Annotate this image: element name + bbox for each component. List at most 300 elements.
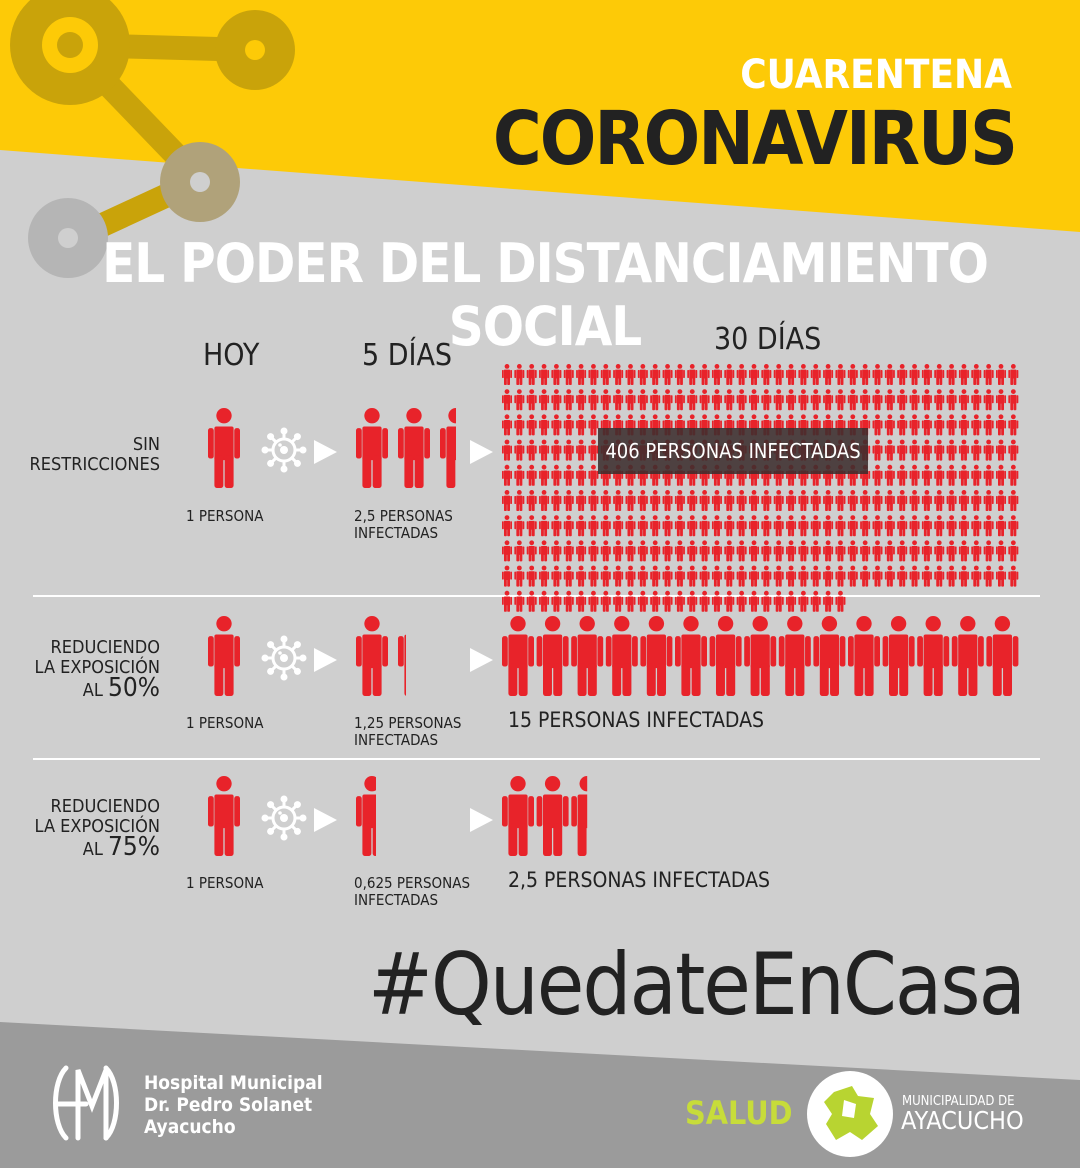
person-icon [502,591,512,612]
person-icon [539,490,549,511]
person-icon [910,465,920,486]
caption-today-row3: 1 PERSONA [186,874,264,892]
person-icon [650,566,660,587]
person-icon [539,515,549,536]
person-icon [934,364,944,385]
person-icon [811,566,821,587]
person-icon [514,364,524,385]
person-icon [885,389,895,410]
person-icon [860,389,870,410]
play-arrow-icon [314,648,337,672]
person-icon [823,490,833,511]
person-icon [613,515,623,536]
person-icon [761,566,771,587]
person-icon [601,490,611,511]
person-icon [885,540,895,561]
person-icon [897,389,907,410]
person-icon [514,515,524,536]
person-icon [984,389,994,410]
person-icon [687,364,697,385]
person-icon [626,490,636,511]
person-icon [1008,490,1018,511]
person-icon [675,566,685,587]
person-icon [700,566,710,587]
person-icon [1008,465,1018,486]
person-icon [675,490,685,511]
person-icon [897,414,907,435]
person-icon [527,465,537,486]
person-icon [786,566,796,587]
person-icon [897,440,907,461]
person-icon [811,389,821,410]
person-icon [798,490,808,511]
person-icon [687,389,697,410]
person-icon [638,515,648,536]
person-icon [356,616,388,696]
person-icon [564,540,574,561]
person-icon [208,616,240,696]
person-icon [952,616,984,696]
person-icon [551,389,561,410]
person-icon [947,465,957,486]
person-icon [576,465,586,486]
person-icon [700,389,710,410]
person-icon [675,364,685,385]
person-icon [885,515,895,536]
person-icon [996,465,1006,486]
person-icon [947,490,957,511]
person-icon [984,566,994,587]
person-icon [959,465,969,486]
person-icon [848,364,858,385]
person-icon [996,515,1006,536]
person-icon [761,389,771,410]
label-prefix: AL [82,680,103,701]
person-icon [761,515,771,536]
person-icon [700,515,710,536]
person-icon [576,566,586,587]
person-icon [588,465,598,486]
person-icon [551,515,561,536]
person-icon [724,389,734,410]
person-icon [971,515,981,536]
person-icon [883,616,915,696]
person-icon [724,490,734,511]
person-icon [551,490,561,511]
person-icon [712,364,722,385]
person-icon [897,515,907,536]
person-icon [761,490,771,511]
person-icon [823,566,833,587]
person-icon [663,364,673,385]
person-icon [650,591,660,612]
person-icon [910,540,920,561]
person-icon [922,566,932,587]
person-icon [576,515,586,536]
label-prefix: AL [82,839,103,860]
person-icon [835,490,845,511]
person-icon [910,566,920,587]
person-icon [626,364,636,385]
person-icon [749,591,759,612]
person-icon [663,389,673,410]
person-icon [873,440,883,461]
person-icon [712,389,722,410]
person-icon [798,540,808,561]
person-icon [996,566,1006,587]
person-icon [638,364,648,385]
person-icon [1008,515,1018,536]
person-icon [502,776,534,856]
person-icon [551,414,561,435]
person-icon [934,440,944,461]
person-icon [873,540,883,561]
person-icon [551,465,561,486]
person-icon [208,408,240,488]
person-icon [675,616,707,696]
person-icon [502,414,512,435]
person-icon [910,364,920,385]
person-icon [774,566,784,587]
person-icon [675,591,685,612]
person-icon [539,540,549,561]
person-icon [650,515,660,536]
person-icon [749,515,759,536]
person-icon [811,364,821,385]
header-title: CORONAVIRUS [492,96,1016,182]
person-icon [576,490,586,511]
person-icon [551,591,561,612]
person-icon [539,414,549,435]
person-icon [650,490,660,511]
person-icon [514,490,524,511]
person-icon [626,566,636,587]
person-icon [539,440,549,461]
person-icon [687,515,697,536]
person-icon [663,566,673,587]
person-icon [663,490,673,511]
person-icon [971,490,981,511]
virus-icon [262,428,307,473]
person-icon [564,364,574,385]
person-icon [835,515,845,536]
person-icon [959,440,969,461]
person-icon [860,490,870,511]
person-icon [502,490,512,511]
person-icon [786,364,796,385]
person-icon [835,566,845,587]
person-icon [996,414,1006,435]
person-icon [710,616,742,696]
hospital-name-line: Ayacucho [144,1116,236,1138]
person-icon [774,515,784,536]
person-icon [774,591,784,612]
person-icon [811,490,821,511]
person-icon [539,566,549,587]
person-icon [571,776,603,856]
person-icon [502,465,512,486]
person-icon [576,414,586,435]
person-icon [885,566,895,587]
person-icon [971,540,981,561]
person-icon [798,591,808,612]
person-icon [551,440,561,461]
person-icon [737,389,747,410]
person-icon [786,515,796,536]
person-icon [947,540,957,561]
person-icon [971,566,981,587]
person-icon [761,540,771,561]
person-icon [527,566,537,587]
person-icon [786,490,796,511]
municipality-label-big: AYACUCHO [901,1106,1024,1135]
column-header-today: HOY [203,338,260,373]
person-icon [848,515,858,536]
person-icon [514,566,524,587]
person-icon [613,540,623,561]
person-icon [860,515,870,536]
hashtag: #QuedateEnCasa [368,935,1024,1035]
person-icon [737,490,747,511]
salud-label: SALUD [685,1094,793,1132]
person-icon [848,566,858,587]
play-arrow-icon [314,808,337,832]
person-icon [971,440,981,461]
person-icon [835,591,845,612]
label-percent: 50% [108,673,160,703]
person-icon [527,440,537,461]
person-icon [502,616,534,696]
person-icon [897,540,907,561]
person-icon [576,364,586,385]
person-icon [398,408,430,488]
person-icon [564,490,574,511]
row-label-line: RESTRICCIONES [29,454,160,475]
person-icon [922,465,932,486]
person-icon [917,616,949,696]
person-icon [910,515,920,536]
person-icon [823,515,833,536]
caption-line: INFECTADAS [354,731,439,749]
person-icon [356,776,388,856]
person-icon [984,414,994,435]
person-icon [798,515,808,536]
person-icon [638,591,648,612]
person-icon [860,540,870,561]
person-icon [564,566,574,587]
person-icon [761,591,771,612]
person-icon [606,616,638,696]
person-icon [638,389,648,410]
person-icon [922,490,932,511]
person-icon [398,616,430,696]
person-icon [588,389,598,410]
person-icon [626,515,636,536]
person-icon [774,540,784,561]
person-icon [724,566,734,587]
person-icon [537,616,569,696]
municipality-label-small: MUNICIPALIDAD DE [902,1094,1015,1109]
person-icon [971,465,981,486]
person-icon [638,490,648,511]
person-icon [712,566,722,587]
person-icon [774,490,784,511]
person-icon [650,364,660,385]
person-icon [502,440,512,461]
person-icon [502,566,512,587]
person-icon [724,364,734,385]
person-icon [749,566,759,587]
person-icon [910,414,920,435]
person-icon [984,440,994,461]
person-icon [971,389,981,410]
person-icon [551,566,561,587]
person-icon [687,490,697,511]
person-icon [934,389,944,410]
person-icon [922,364,932,385]
person-icon [984,465,994,486]
person-icon [959,389,969,410]
person-icon [823,591,833,612]
person-icon [576,389,586,410]
column-header-30-days: 30 DÍAS [714,322,822,357]
person-icon [922,540,932,561]
person-icon [712,490,722,511]
person-icon [588,566,598,587]
person-icon [601,591,611,612]
person-icon [885,414,895,435]
person-icon [514,465,524,486]
person-icon [798,389,808,410]
person-icon [712,540,722,561]
person-icon [873,490,883,511]
person-icon [873,465,883,486]
person-icon [947,414,957,435]
person-icon [897,490,907,511]
person-icon [737,364,747,385]
person-icon [749,540,759,561]
person-icon [601,515,611,536]
person-icon [984,540,994,561]
person-icon [737,540,747,561]
person-icon [502,540,512,561]
person-icon [571,616,603,696]
person-icon [537,776,569,856]
person-icon [947,364,957,385]
person-icon [885,440,895,461]
person-icon [984,490,994,511]
person-icon [934,515,944,536]
person-icon [700,490,710,511]
caption-line: INFECTADAS [354,524,439,542]
person-icon [638,540,648,561]
person-icon [700,540,710,561]
person-icon [527,364,537,385]
person-icon [663,515,673,536]
person-icon [848,490,858,511]
person-icon [576,440,586,461]
person-icon [744,616,776,696]
person-icon [835,364,845,385]
person-icon [860,364,870,385]
person-icon [922,440,932,461]
row-label-line: LA EXPOSICIÓN [34,657,160,678]
person-icon [934,540,944,561]
person-icon [873,414,883,435]
caption-30days-row2: 15 PERSONAS INFECTADAS [508,708,765,732]
person-icon [539,364,549,385]
person-icon [588,515,598,536]
person-icon [947,515,957,536]
person-icon [959,566,969,587]
person-icon [576,540,586,561]
infected-count-banner: 406 PERSONAS INFECTADAS [598,428,868,474]
person-icon [910,490,920,511]
hospital-logo-icon [48,1062,124,1144]
person-icon [564,440,574,461]
person-icon [1008,440,1018,461]
person-icon [897,364,907,385]
person-icon [687,540,697,561]
person-icon [564,465,574,486]
play-arrow-icon [314,440,337,464]
person-icon [502,364,512,385]
person-icon [749,364,759,385]
header-kicker: CUARENTENA [740,52,1012,98]
person-icon [959,490,969,511]
person-icon [700,591,710,612]
person-icon [910,389,920,410]
person-icon [823,364,833,385]
person-icon [356,408,388,488]
person-icon [638,566,648,587]
person-icon [823,389,833,410]
person-icon [798,566,808,587]
person-icon [885,490,895,511]
person-icon [848,389,858,410]
hospital-name-line: Dr. Pedro Solanet [144,1094,313,1116]
person-icon [588,414,598,435]
person-icon [514,389,524,410]
caption-line: 2,5 PERSONAS [354,507,453,525]
person-icon [640,616,672,696]
person-icon [996,490,1006,511]
person-icon [613,566,623,587]
person-icon [971,414,981,435]
person-icon [811,515,821,536]
person-icon [527,414,537,435]
person-icon [959,364,969,385]
person-icon [564,414,574,435]
person-icon [823,540,833,561]
person-icon [873,389,883,410]
person-icon [848,540,858,561]
person-icon [514,440,524,461]
person-icon [613,591,623,612]
person-icon [502,515,512,536]
person-icon [996,364,1006,385]
person-icon [774,364,784,385]
virus-icon [262,796,307,841]
person-icon [588,440,598,461]
virus-icon [262,636,307,681]
person-icon [897,465,907,486]
person-icon [737,515,747,536]
person-icon [835,389,845,410]
person-icon [601,389,611,410]
person-icon [588,490,598,511]
person-icon [885,465,895,486]
